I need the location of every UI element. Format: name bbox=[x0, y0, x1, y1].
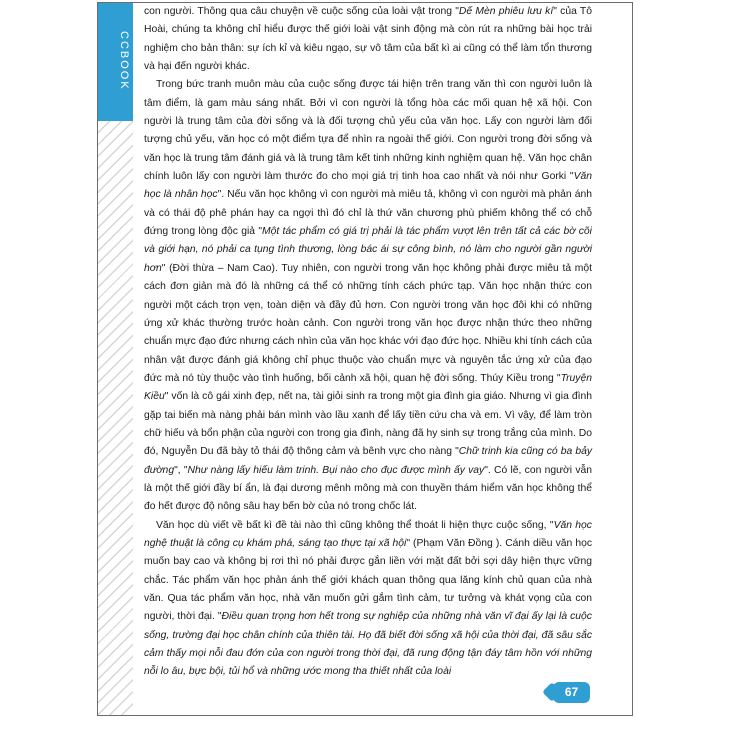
italic-quote: Văn học nghệ thuật là công cụ khám phá, sáng tạo thực tại xã hội bbox=[144, 519, 592, 549]
italic-quote: Một tác phẩm có giá trị phải là tác phẩm vượt lên trên tất cả các bờ cõi và giới hạn, nó phải ca tụng tình thương, lòng bác ái sự công bình, nó làm cho người gần người hơn bbox=[144, 226, 592, 274]
body-text bbox=[144, 3, 592, 682]
italic-quote: Chữ trinh kia cũng có ba bảy đường bbox=[144, 446, 593, 476]
italic-quote: Điều quan trọng hơn hết trong sự nghiệp của những nhà văn vĩ đại ấy lại là cuộc sống, trường đại học chân chính của thiên tài. Họ đã biết đời sống xã hội của thời đại, đã sâu sắc cảm thấy mọi nỗi đau đớn của con người trong thời đại, đã rung động tận đáy tâm hồn với những nỗi lo âu, bực bội, tủi hổ và những ước mong tha thiết nhất của loài bbox=[144, 611, 592, 678]
book-page bbox=[97, 2, 633, 716]
italic-quote: Dế Mèn phiêu lưu kí bbox=[458, 6, 554, 17]
text-run: Văn học dù viết về bất kì đề tài nào thì cũng không thể thoát li hiện thực cuộc sống, " bbox=[156, 519, 554, 531]
italic-quote: Như nàng lấy hiếu làm trinh. Bụi nào cho đục được mình ấy vay bbox=[187, 464, 485, 476]
paragraph bbox=[144, 76, 592, 516]
page-number: 67 bbox=[564, 685, 579, 699]
text-run: con người. Thông qua câu chuyện về cuộc sống của loài vật trong " bbox=[144, 6, 459, 17]
text-run: " của Tô Hoài, chúng ta không chỉ hiểu được thế giới loài vật sinh động mà còn rút ra những bài học trải nghiệm cho bản thân: sự ích kỉ và kiêu ngạo, sự vô tâm của bất kì ai cũng có thể làm tổn thương và hại đến người khác. bbox=[144, 6, 592, 73]
paragraph bbox=[144, 517, 592, 682]
text-run: " vốn là cô gái xinh đẹp, nết na, tài giỏi sinh ra trong một gia đình gia giáo. Nhưng vì gia đình gặp tai biến mà nàng phải bán mình vào lầu xanh để lấy tiền cứu cha và em. Vì vậy, để làm tròn chữ hiếu và bổn phận của người con trong gia đình, nàng đã hy sinh sự trong trắng của mình. Do đó, Nguyễn Du đã bày tỏ thái độ thông cảm và bênh vực cho nàng " bbox=[144, 391, 592, 458]
italic-quote: Truyện Kiều bbox=[144, 372, 592, 403]
text-run: ". Có lẽ, con người vẫn là một thế giới đầy bí ẩn, là đại dương mênh mông mà con thuyền thám hiểm văn học không thể đo hết được độ nông sâu hay bến bờ của nó trong chốc lát. bbox=[144, 464, 593, 513]
paragraph bbox=[144, 3, 592, 76]
brand-tab bbox=[98, 3, 133, 121]
page-number-badge bbox=[553, 682, 590, 703]
italic-quote: Văn học là nhân học bbox=[144, 171, 592, 201]
text-run: " (Phạm Văn Đồng ). Cánh diều văn học muốn bay cao và không bị rơi thì nó phải được gắn liền với mặt đất bởi sợi dây hiện thực vững chắc. Tác phẩm văn học phản ánh thế giới khách quan thông qua lăng kính chủ quan của nhà văn. Qua tác phẩm văn học, nhà văn muốn gửi gắm tình cảm, tư tưởng và khát vọng của con người, thời đại. " bbox=[144, 537, 592, 623]
text-run: Trong bức tranh muôn màu của cuộc sống được tái hiện trên trang văn thì con người luôn là tâm điểm, là gam màu sáng nhất. Bởi vì con người là tổng hòa các mối quan hệ xã hội. Con người là trung tâm của đời sống và là đối tượng chủ yếu của văn học. Lấy con người làm đối tượng chủ yếu, văn học có một điểm tựa để nhìn ra ngoài thế giới. Con người trong đời sống và văn học là trung tâm đánh giá và là trung tâm kết tinh những kinh nghiệm quan hệ. Văn học chân chính luôn lấy con người làm thước đo cho mọi giá trị tinh hoa cao nhất và nói như Gorki " bbox=[144, 79, 592, 183]
text-run: ". Nếu văn học không vì con người mà miêu tả, không vì con người mà phản ánh và có thái độ phê phán hay ca ngợi thì đó chỉ là thứ văn chương phù phiếm không thể có chỗ đứng trong lòng độc giả " bbox=[144, 189, 592, 238]
brand-logo-text: CCBOOK bbox=[118, 31, 130, 91]
text-run: ", " bbox=[174, 464, 188, 476]
text-run: " (Đời thừa – Nam Cao). Tuy nhiên, con người trong văn học không phải được miêu tả một cách đơn giản mà đó là những cá thể có những tính cách phức tạp. Văn học nhận thức con người một cách trọn vẹn, toàn diện và đầy đủ hơn. Con người trong văn học đôi khi có những ứng xử khác thường trước hoàn cảnh. Con người trong văn học được nhận thức theo những chuẩn mực đạo đức nhưng cách nhìn của văn học khác với đạo đức học. Nhiều khi tính cách của nhân vật được đánh giá không chỉ phục thuộc vào chuẩn mực và nguyên tắc ứng xử của đạo đức mà nó tùy thuộc vào tình huống, bối cảnh xã hội, quan hệ đời sống. Thúy Kiều trong " bbox=[144, 262, 592, 384]
